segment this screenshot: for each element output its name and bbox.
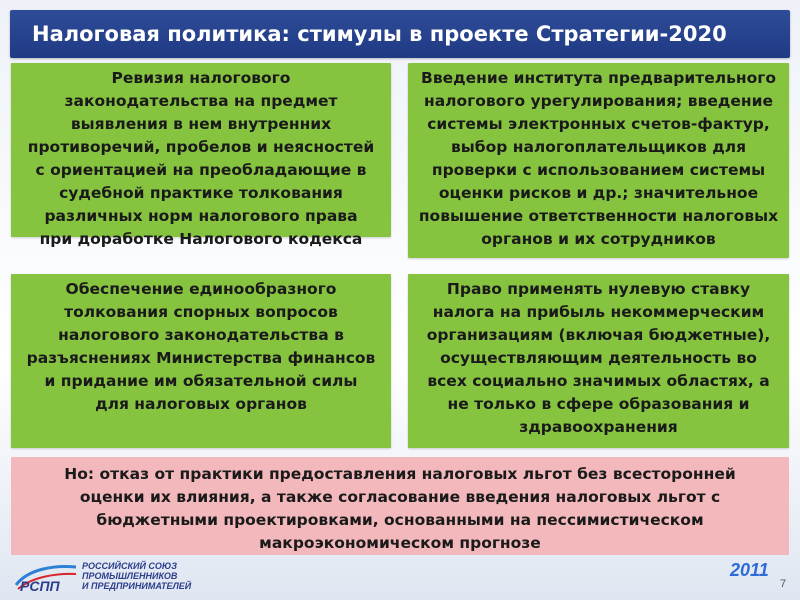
text-box-bottom-right: Право применять нулевую ставку налога на прибыль некоммерческим организациям (включая бюджетные), осуществляющим деятельность во всех социально значимых областях, а не только в сфере образования и здравоохранения	[408, 274, 789, 448]
year-label: 2011	[730, 560, 769, 580]
rspp-logo-icon	[14, 559, 78, 593]
svg-text:РСПП: РСПП	[20, 578, 60, 594]
logo-line-2: ПРОМЫШЛЕННИКОВ	[82, 571, 178, 581]
slide-title: Налоговая политика: стимулы в проекте Стратегии-2020	[10, 10, 790, 58]
logo-text	[82, 561, 191, 591]
bottom-banner: Но: отказ от практики предоставления налоговых льгот без всесторонней оценки их влияния, а также согласование введения налоговых льгот с бюджетными проектировками, основанными на пессимистическом макроэкономическом прогнозе	[11, 457, 789, 555]
rspp-logo	[14, 558, 234, 594]
text-box-top-right: Введение института предварительного налогового урегулирования; введение системы электронных счетов-фактур, выбор налогоплательщиков для проверки с использованием системы оценки рисков и др.; значительное повышение ответственности налоговых органов и их сотрудников	[408, 63, 789, 258]
text-box-bottom-left: Обеспечение единообразного толкования спорных вопросов налогового законодательства в разъяснениях Министерства финансов и придание им обязательной силы для налоговых органов	[11, 274, 391, 448]
logo-line-1: РОССИЙСКИЙ СОЮЗ	[82, 561, 178, 571]
page-number: 7	[780, 578, 787, 590]
text-box-top-left: Ревизия налогового законодательства на предмет выявления в нем внутренних противоречий, пробелов и неясностей с ориентацией на преобладающие в судебной практике толкования различных норм налогового права при доработке Налогового кодекса	[11, 63, 391, 237]
logo-line-3: И ПРЕДПРИНИМАТЕЛЕЙ	[82, 581, 192, 591]
